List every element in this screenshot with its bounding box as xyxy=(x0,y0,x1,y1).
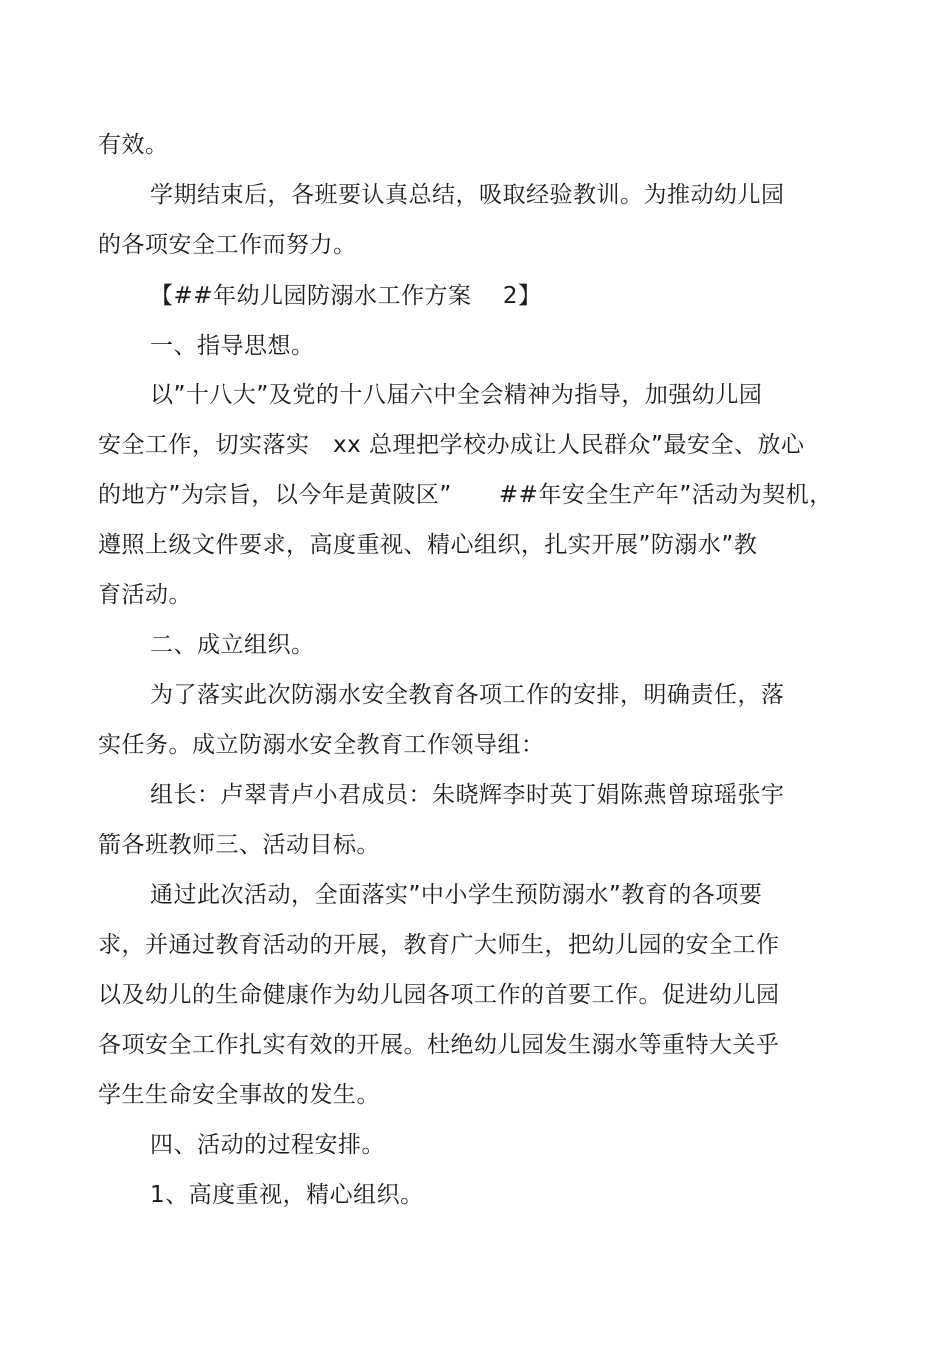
paragraph-line: 为了落实此次防溺水安全教育各项工作的安排，明确责任，落 xyxy=(150,682,785,708)
section-heading: 【##年幼儿园防溺水工作方案 2】 xyxy=(150,283,542,309)
section-heading: 一、指导思想。 xyxy=(150,333,315,359)
paragraph-line: 以”十八大”及党的十八届六中全会精神为指导，加强幼儿园 xyxy=(150,382,763,408)
text-line: 以及幼儿的生命健康作为幼儿园各项工作的首要工作。促进幼儿园 xyxy=(98,982,780,1008)
text-line: 求，并通过教育活动的开展，教育广大师生，把幼儿园的安全工作 xyxy=(98,932,780,958)
text-line: 各项安全工作扎实有效的开展。杜绝幼儿园发生溺水等重特大关乎 xyxy=(98,1032,780,1058)
paragraph-line: 组长：卢翠青卢小君成员：朱晓辉李时英丁娟陈燕曾琼瑶张宇 xyxy=(150,782,785,808)
section-heading: 二、成立组织。 xyxy=(150,632,315,658)
text-line: 学生生命安全事故的发生。 xyxy=(98,1082,380,1108)
text-line: 遵照上级文件要求，高度重视、精心组织，扎实开展”防溺水”教 xyxy=(98,532,758,558)
text-line: 育活动。 xyxy=(98,582,192,608)
text-line: 的地方”为宗旨，以今年是黄陂区” ##年安全生产年”活动为契机， xyxy=(98,482,833,508)
subsection-heading: 1、高度重视，精心组织。 xyxy=(150,1182,424,1208)
paragraph-line: 通过此次活动，全面落实”中小学生预防溺水”教育的各项要 xyxy=(150,882,763,908)
text-line: 箭各班教师三、活动目标。 xyxy=(98,832,380,858)
section-heading: 四、活动的过程安排。 xyxy=(150,1132,385,1158)
text-line: 安全工作，切实落实 xx 总理把学校办成让人民群众”最安全、放心 xyxy=(98,432,805,458)
text-line: 的各项安全工作而努力。 xyxy=(98,232,357,258)
text-line: 有效。 xyxy=(98,132,169,158)
paragraph-line: 学期结束后，各班要认真总结，吸取经验教训。为推动幼儿园 xyxy=(150,182,785,208)
text-line: 实任务。成立防溺水安全教育工作领导组： xyxy=(98,732,545,758)
